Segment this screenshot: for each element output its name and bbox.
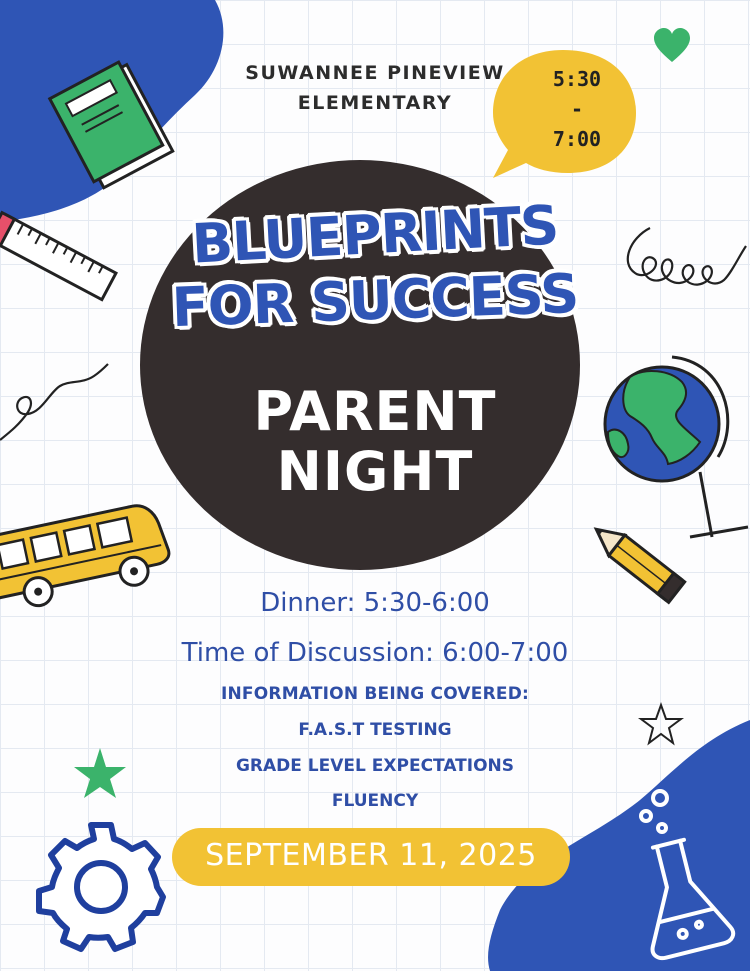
topic-item: F.A.S.T TESTING [298,720,452,740]
time-start: 5:30 [552,67,602,91]
school-name-line2: ELEMENTARY [297,92,453,114]
topics-heading: INFORMATION BEING COVERED: [220,684,530,704]
topic-item: GRADE LEVEL EXPECTATIONS [235,756,515,776]
title-line2: FOR SUCCESS [170,261,580,340]
gear-icon [32,818,170,956]
squiggle-icon [620,218,750,308]
discussion-time: Time of Discussion: 6:00-7:00 [181,638,569,668]
time-end: 7:00 [552,127,602,151]
event-date: SEPTEMBER 11, 2025 [205,838,537,873]
subtitle-line2: NIGHT [276,440,474,503]
flask-icon [622,788,732,958]
dinner-time: Dinner: 5:30-6:00 [260,588,490,618]
time-dash: - [570,97,584,121]
star-outline-icon [638,702,684,748]
squiggle-left-icon [0,362,110,442]
subtitle-line1: PARENT [253,380,497,443]
star-icon [72,746,128,802]
school-name-line1: SUWANNEE PINEVIEW [245,62,505,84]
school-name [0,58,750,118]
title-line1: BLUEPRINTS [190,193,560,276]
topic-item: FLUENCY [331,791,419,811]
